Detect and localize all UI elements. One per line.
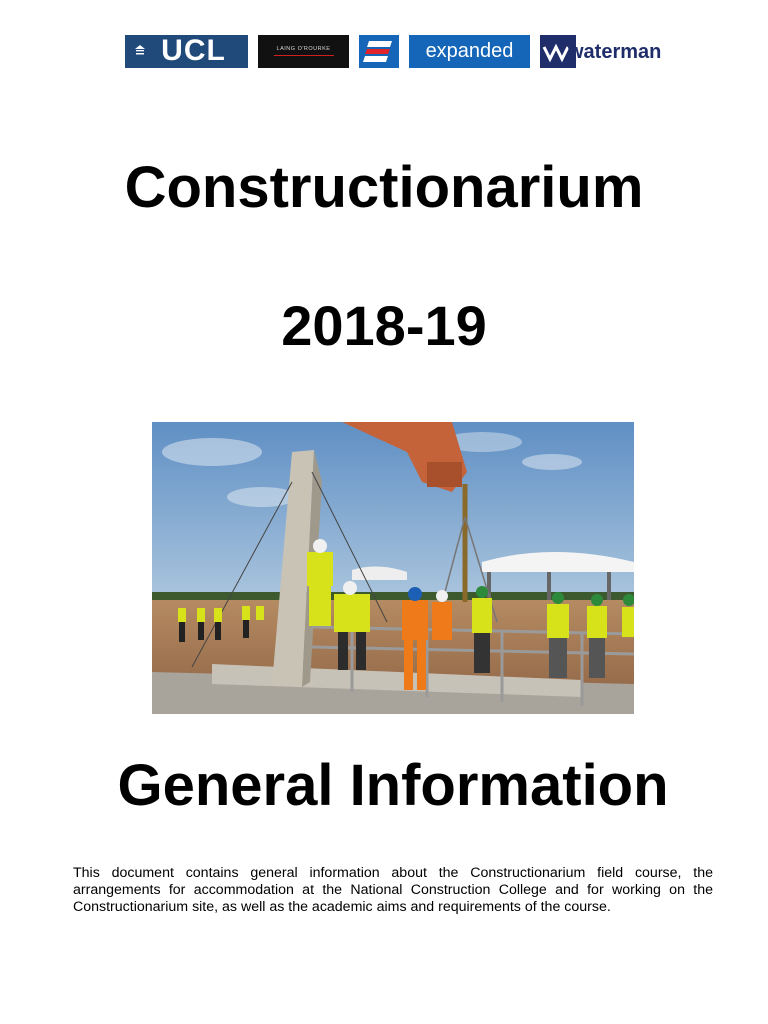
waterman-logo: waterman bbox=[540, 35, 666, 68]
section-heading: General Information bbox=[117, 753, 669, 818]
sponsor-logos bbox=[125, 34, 666, 68]
logo-divider bbox=[274, 55, 334, 57]
intro-paragraph: This document contains general information about the Constructionarium field course, the arrangements for accommodation at the National Construction College and for working on the Constructionarium site, as well as the academic aims and requirements of the course. bbox=[73, 865, 713, 915]
construction-site-photo bbox=[152, 422, 634, 714]
ucl-portico-icon bbox=[135, 45, 145, 55]
laing-orourke-logo: LAING O'ROURKE bbox=[258, 35, 349, 68]
academic-year: 2018-19 bbox=[281, 294, 487, 357]
expanded-mark-icon bbox=[359, 35, 399, 68]
document-title: Constructionarium bbox=[124, 155, 644, 220]
expanded-logo: expanded bbox=[409, 35, 530, 68]
ucl-logo: UCL bbox=[125, 35, 248, 68]
